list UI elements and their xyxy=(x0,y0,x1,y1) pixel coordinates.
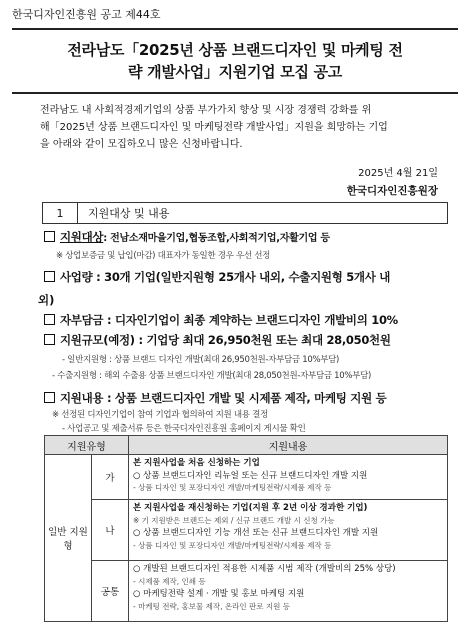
content-line: 본 지원사업을 재신청하는 기업(지원 후 2년 이상 경과한 기업) xyxy=(133,503,368,513)
title-line-1: 전라남도「2025년 상품 브랜드디자인 및 마케팅 전 xyxy=(67,41,403,59)
content-line: - 상품 디자인 및 포장디자인 개발/마케팅전략/시제품 제작 등 xyxy=(133,483,332,492)
square-bullet-icon xyxy=(44,231,55,242)
table-row xyxy=(45,561,448,622)
row-content xyxy=(129,455,448,500)
item-content xyxy=(44,390,386,406)
square-bullet-icon xyxy=(44,314,55,325)
scale-sub-general: - 일반지원형 : 상품 브랜드 디자인 개발(최대 26,950천원-자부담금 10%부담) xyxy=(62,355,340,365)
target-label: 지원대상 xyxy=(60,230,104,244)
content-line: ※ 기 지원받은 브랜드는 제외 / 신규 브랜드 개발 시 신청 가능 xyxy=(133,515,335,525)
scale-text: 지원규모(예정) : 기업당 최대 26,950천원 또는 최대 28,050천원 xyxy=(60,333,391,347)
content-note-1: ※ 선정된 디자인기업이 참여 기업과 협의하여 지원 내용 결정 xyxy=(52,410,268,420)
page-title xyxy=(12,28,458,94)
support-type-table xyxy=(44,435,448,622)
content-line: ○ 마케팅전략 설계 · 개발 및 홍보 마케팅 지원 xyxy=(133,589,305,599)
intro-paragraph xyxy=(40,102,452,153)
title-line-2: 략 개발사업」지원기업 모집 공고 xyxy=(128,63,342,81)
content-line: - 시제품 제작, 인쇄 등 xyxy=(133,576,206,586)
content-text: 지원내용 : 상품 브랜드디자인 개발 및 시제품 제작, 마케팅 지원 등 xyxy=(60,391,387,405)
content-line: 본 지원사업을 처음 신청하는 기업 xyxy=(133,458,260,468)
intro-line: 을 아래와 같이 모집하오니 많은 신청바랍니다. xyxy=(40,139,243,150)
self-pay-text: 자부담금 : 디자인기업이 최종 계약하는 브랜드디자인 개발비의 10% xyxy=(60,313,398,327)
target-text: : 전남소재마을기업,협동조합,사회적기업,자활기업 등 xyxy=(103,233,330,244)
content-note-2: - 사업공고 및 제출서류 등은 한국디자인진흥원 홈페이지 게시물 확인 xyxy=(62,424,306,434)
table-header-row xyxy=(45,436,448,455)
content-line: - 상품 디자인 및 포장디자인 개발/마케팅전략/시제품 제작 등 xyxy=(133,540,332,550)
square-bullet-icon xyxy=(44,392,55,403)
section-title: 지원대상 및 내용 xyxy=(88,207,170,220)
item-target xyxy=(44,229,330,245)
issuing-organization: 한국디자인진흥원장 xyxy=(346,185,438,197)
section-header xyxy=(42,202,448,224)
row-kind: 가 xyxy=(92,455,129,500)
count-text: 사업량 : 30개 기업(일반지원형 25개사 내외, 수출지원형 5개사 내 xyxy=(60,270,391,284)
square-bullet-icon xyxy=(44,271,55,282)
intro-line: 전라남도 내 사회적경제기업의 상품 부가가치 향상 및 시장 경쟁력 강화를 위 xyxy=(40,105,372,116)
square-bullet-icon xyxy=(44,334,55,345)
row-content xyxy=(129,500,448,561)
item-self-pay xyxy=(44,312,398,328)
group-label: 일반 지원형 xyxy=(45,455,92,622)
row-kind: 나 xyxy=(92,500,129,561)
row-kind: 공통 xyxy=(92,561,129,622)
content-line: - 마케팅 전략, 홍보물 제작, 온라인 판로 지원 등 xyxy=(133,601,290,611)
content-line: ○ 상품 브랜드디자인 기능 개선 또는 신규 브랜드디자인 개발 지원 xyxy=(133,528,379,538)
section-number: 1 xyxy=(43,203,78,223)
row-content xyxy=(129,561,448,622)
scale-sub-export: - 수출지원형 : 해외 수출용 상품 브랜드디자인 개발(최대 28,050천원-자부담금 10%부담) xyxy=(52,371,372,381)
table-row xyxy=(45,500,448,561)
intro-line: 해「2025년 상품 브랜드디자인 및 마케팅전략 개발사업」지원을 희망하는 기업 xyxy=(40,122,388,133)
notice-date: 2025년 4월 21일 xyxy=(358,168,438,179)
item-scale xyxy=(44,332,391,348)
header-content: 지원내용 xyxy=(129,436,448,455)
item-count xyxy=(44,269,390,285)
header-type: 지원유형 xyxy=(45,436,129,455)
table-row xyxy=(45,455,448,500)
content-line: ○ 상품 브랜드디자인 리뉴얼 또는 신규 브랜드디자인 개발 지원 xyxy=(133,470,368,481)
count-wrap: 외) xyxy=(38,293,55,307)
content-line: ○ 개발된 브랜드디자인 적용한 시제품 시범 제작 (개발비의 25% 상당) xyxy=(133,564,396,574)
target-note: ※ 상업보증금 및 납입(마감) 대표자가 동일한 경우 우선 선정 xyxy=(56,251,271,261)
notice-number: 한국디자인진흥원 공고 제44호 xyxy=(12,8,161,21)
